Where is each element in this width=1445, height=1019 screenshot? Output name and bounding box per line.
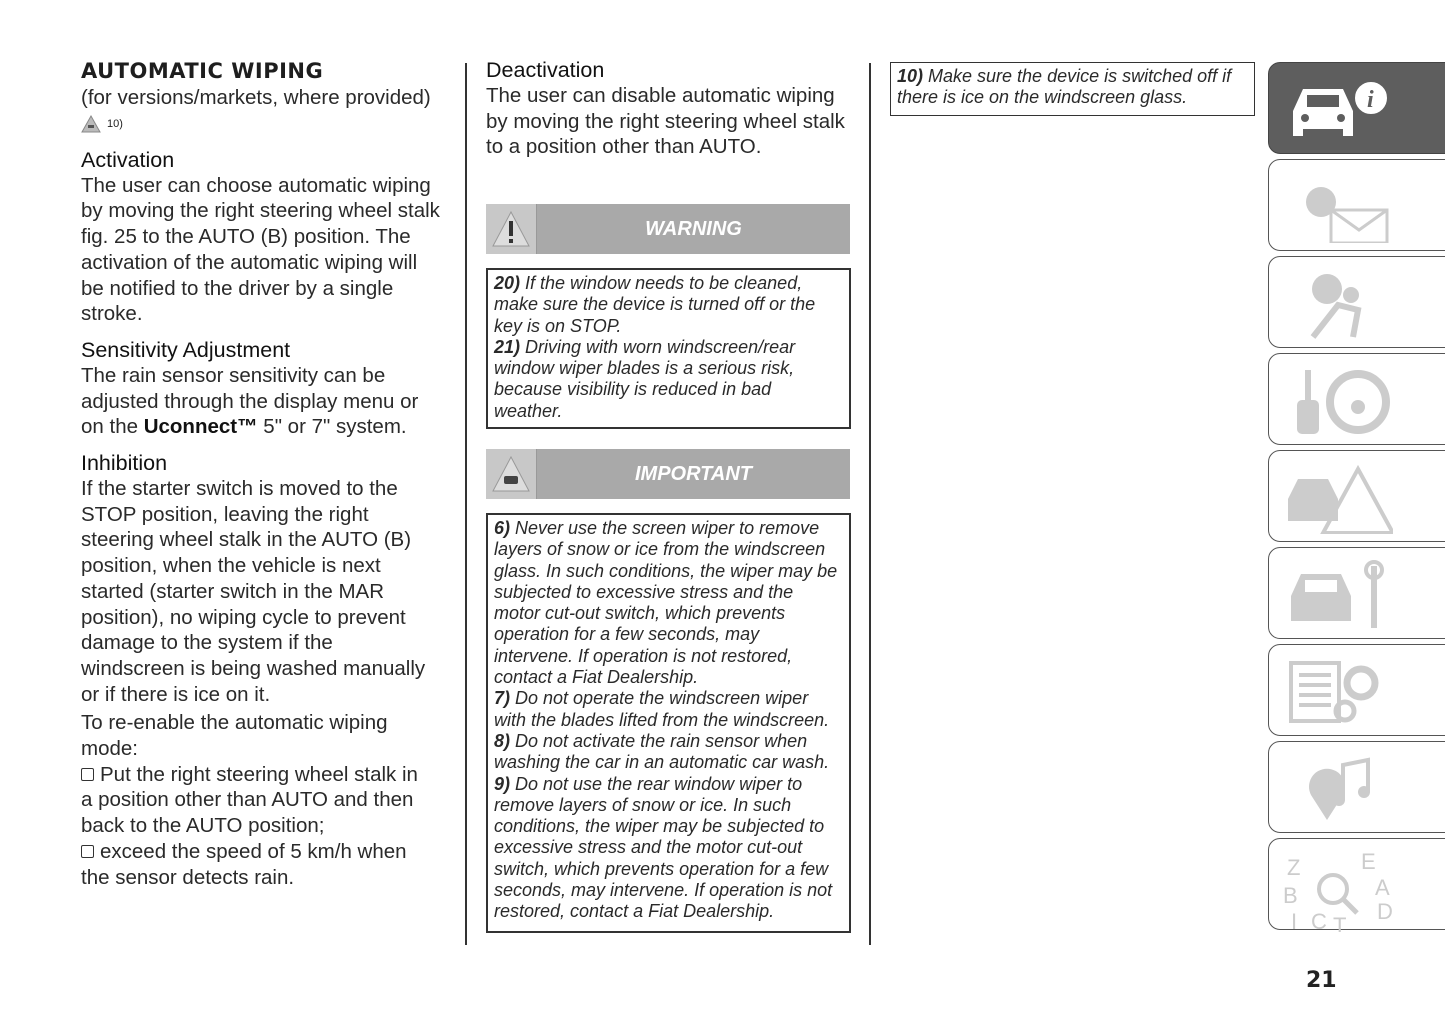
deactivation-heading: Deactivation bbox=[486, 58, 605, 82]
car-info-icon bbox=[1283, 71, 1393, 146]
reenable-text: To re-enable the automatic wiping mode: bbox=[81, 711, 388, 761]
bullet-text: Put the right steering wheel stalk in a position other than AUTO and then back to the AUTO position; bbox=[81, 762, 418, 838]
section-subtitle: (for versions/markets, where provided) bbox=[81, 86, 431, 109]
item-text: Make sure the device is switched off if there is ice on the windscreen glass. bbox=[897, 66, 1232, 108]
tab-technical-data[interactable] bbox=[1268, 644, 1445, 736]
important-box bbox=[486, 513, 851, 933]
warning-header bbox=[486, 204, 850, 254]
bullet-text: exceed the speed of 5 km/h when the sensor detects rain. bbox=[81, 839, 407, 889]
warning-item bbox=[494, 337, 843, 422]
important-item bbox=[494, 518, 843, 688]
svg-text:I: I bbox=[1291, 909, 1298, 932]
svg-text:i: i bbox=[1367, 87, 1374, 113]
warning-triangle-icon bbox=[486, 204, 537, 254]
tab-emergency[interactable] bbox=[1268, 450, 1445, 542]
tab-car-service[interactable] bbox=[1268, 547, 1445, 639]
technical-data-icon bbox=[1283, 653, 1393, 728]
bullet-item bbox=[81, 762, 431, 839]
item-text: Never use the screen wiper to remove layers of snow or ice from the windscreen glass. In such conditions, the wiper may be subjected to excessive stress and the motor cut-out switch, which prevents operation for a few seconds, may intervene. If operation is not restored, contact a Fiat Dealership. bbox=[494, 518, 838, 688]
bullet-square-icon bbox=[81, 845, 94, 858]
reference-number: 10) bbox=[107, 117, 123, 130]
tab-safety[interactable] bbox=[1268, 256, 1445, 348]
column-1 bbox=[81, 57, 451, 890]
column-2 bbox=[486, 57, 850, 160]
important-header bbox=[486, 449, 850, 499]
inhibition-heading: Inhibition bbox=[81, 451, 168, 476]
item-number: 21) bbox=[494, 336, 521, 357]
svg-text:D: D bbox=[1377, 899, 1393, 924]
warning-label: WARNING bbox=[645, 217, 742, 240]
page-number: 21 bbox=[1306, 968, 1337, 993]
svg-text:T: T bbox=[1333, 913, 1347, 932]
bullet-square-icon bbox=[81, 768, 94, 781]
footnote-box bbox=[890, 62, 1255, 116]
multimedia-icon bbox=[1283, 750, 1393, 825]
item-number: 7) bbox=[494, 688, 511, 709]
item-text: If the window needs to be cleaned, make sure the device is turned off or the key is on STOP. bbox=[494, 273, 816, 336]
safety-airbag-icon bbox=[1283, 265, 1393, 340]
important-item bbox=[494, 688, 843, 731]
vehicle-warning-icon bbox=[486, 449, 537, 499]
item-number: 8) bbox=[494, 730, 511, 751]
lights-messages-icon bbox=[1283, 168, 1393, 243]
tab-index[interactable] bbox=[1268, 838, 1445, 930]
activation-heading: Activation bbox=[81, 147, 175, 172]
sensitivity-text-b: 5" or 7" system. bbox=[257, 415, 407, 439]
emergency-icon bbox=[1283, 459, 1393, 534]
sensitivity-text bbox=[81, 363, 431, 440]
key-steering-wheel-icon bbox=[1283, 362, 1393, 437]
sensitivity-text-a: The rain sensor sensitivity can be adjusted through the display menu or on the bbox=[81, 363, 419, 439]
column-divider bbox=[869, 63, 871, 945]
item-text: Driving with worn windscreen/rear window wiper blades is a serious risk, because visibility is reduced in bad weather. bbox=[494, 336, 796, 421]
svg-text:E: E bbox=[1361, 849, 1376, 874]
sensitivity-heading: Sensitivity Adjustment bbox=[81, 337, 291, 362]
warning-item bbox=[494, 273, 843, 337]
warning-box bbox=[486, 268, 851, 429]
item-number: 9) bbox=[494, 773, 511, 794]
important-label: IMPORTANT bbox=[634, 462, 753, 485]
car-service-icon bbox=[1283, 556, 1393, 631]
svg-text:C: C bbox=[1311, 909, 1327, 932]
svg-text:A: A bbox=[1375, 875, 1390, 900]
svg-text:B: B bbox=[1283, 883, 1298, 908]
vehicle-warning-icon bbox=[81, 115, 101, 133]
deactivation-text: The user can disable automatic wiping by moving the right steering wheel stalk to a position other than AUTO. bbox=[486, 84, 845, 159]
item-text: Do not operate the windscreen wiper with the blades lifted from the windscreen. bbox=[494, 688, 830, 730]
important-item bbox=[494, 731, 843, 774]
bullet-item bbox=[81, 839, 431, 890]
brand-name: Uconnect™ bbox=[143, 415, 258, 439]
item-text: Do not activate the rain sensor when washing the car in an automatic car wash. bbox=[494, 730, 830, 773]
inhibition-text: If the starter switch is moved to the STOP position, leaving the right steering wheel stalk in the AUTO (B) position, when the vehicle is next started (starter switch in the MAR position), no wiping cycle to prevent damage to the system if the windscreen is being washed manually or if there is ice on it. bbox=[81, 477, 426, 706]
tab-lights-messages[interactable] bbox=[1268, 159, 1445, 251]
section-title: AUTOMATIC WIPING bbox=[81, 59, 324, 83]
column-divider bbox=[465, 63, 467, 945]
index-icon bbox=[1283, 847, 1393, 932]
tab-multimedia[interactable] bbox=[1268, 741, 1445, 833]
item-number: 6) bbox=[494, 518, 511, 538]
reference-row bbox=[81, 111, 451, 137]
item-number: 10) bbox=[897, 66, 924, 86]
important-item bbox=[494, 774, 843, 923]
activation-text: The user can choose automatic wiping by moving the right steering wheel stalk fig. 25 to the AUTO (B) position. The activation of the automatic wiping will be notified to the driver by a single stroke. bbox=[81, 173, 440, 326]
tab-key-steering[interactable] bbox=[1268, 353, 1445, 445]
item-text: Do not use the rear window wiper to remove layers of snow or ice. In such conditions, the wiper may be subjected to excessive stress and the motor cut-out switch, which prevents operation for a few seconds, may intervene. If operation is not restored, contact a Fiat Dealership. bbox=[494, 773, 833, 922]
item-number: 20) bbox=[494, 273, 521, 293]
svg-text:Z: Z bbox=[1287, 855, 1301, 880]
tab-car-info[interactable] bbox=[1268, 62, 1445, 154]
